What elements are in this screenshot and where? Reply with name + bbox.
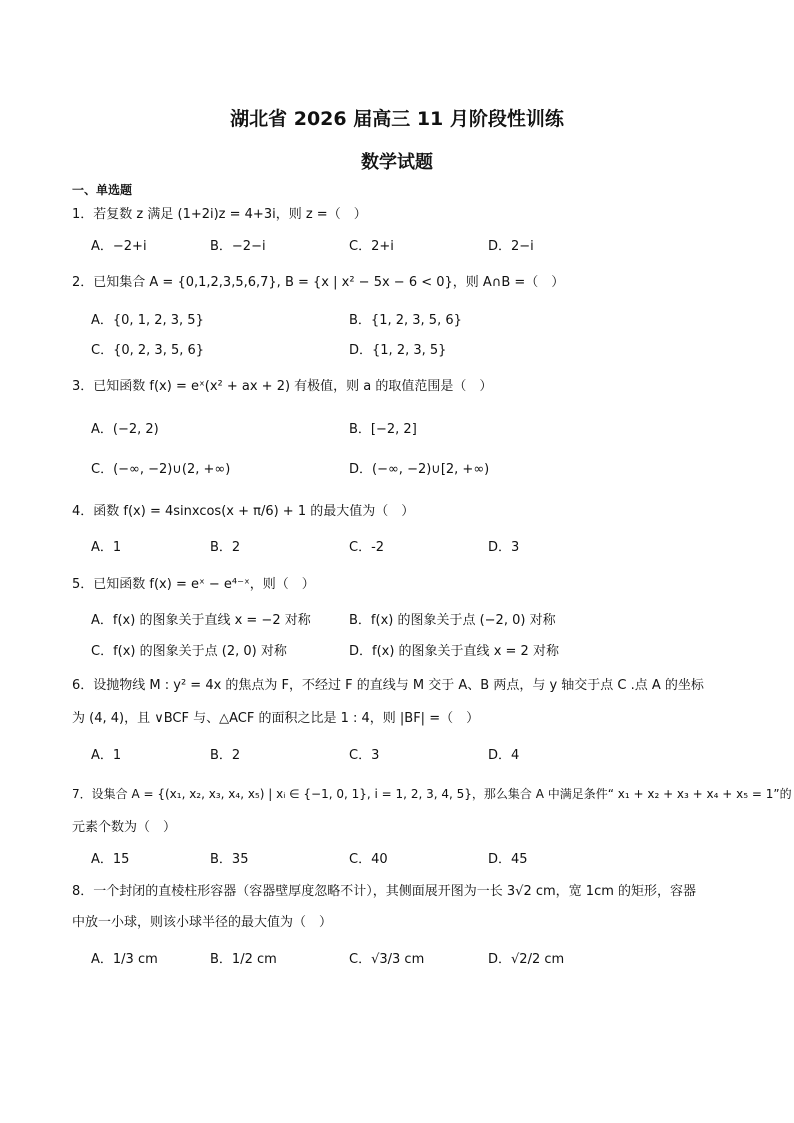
question-6-stem: 6．设抛物线 M : y² = 4x 的焦点为 F，不经过 F 的直线与 M 交于 A、B 两点，与 y 轴交于点 C .点 A 的坐标 — [72, 678, 704, 693]
section-heading: 一、单选题 — [72, 183, 133, 197]
question-3-option-c: C．(−∞, −2)∪(2, +∞) — [91, 462, 231, 477]
question-7-stem: 7．设集合 A = {(x₁, x₂, x₃, x₄, x₅) | xᵢ ∈ {−1, 0, 1}, i = 1, 2, 3, 4, 5}，那么集合 A 中满足条件“ x₁ + x₂ + x₃ + x₄ + x₅ = 1”的 — [72, 787, 792, 801]
question-2-option-a: A．{0, 1, 2, 3, 5} — [91, 313, 204, 328]
question-4-option-d: D．3 — [488, 540, 520, 555]
question-3-stem: 3．已知函数 f(x) = eˣ(x² + ax + 2) 有极值，则 a 的取值范围是（ ） — [72, 379, 493, 394]
question-2-option-d: D．{1, 2, 3, 5} — [349, 343, 447, 358]
question-1-option-c: C．2+i — [349, 239, 394, 254]
question-3-option-a: A．(−2, 2) — [91, 422, 159, 437]
question-5-stem: 5．已知函数 f(x) = eˣ − e⁴⁻ˣ，则（ ） — [72, 577, 315, 592]
exam-subtitle: 数学试题 — [361, 152, 433, 173]
question-5-option-a: A．f(x) 的图象关于直线 x = −2 对称 — [91, 613, 311, 628]
question-6-option-d: D．4 — [488, 748, 520, 763]
question-1-option-d: D．2−i — [488, 239, 534, 254]
question-1-option-b: B．−2−i — [210, 239, 266, 254]
question-4-option-c: C．-2 — [349, 540, 385, 555]
question-4-option-b: B．2 — [210, 540, 241, 555]
question-8-option-c: C．√3/3 cm — [349, 952, 425, 967]
question-7-option-a: A．15 — [91, 852, 130, 867]
question-1-stem: 1．若复数 z 满足 (1+2i)z = 4+3i，则 z =（ ） — [72, 207, 367, 222]
question-6-option-c: C．3 — [349, 748, 380, 763]
question-8-option-a: A．1/3 cm — [91, 952, 158, 967]
question-6-option-b: B．2 — [210, 748, 241, 763]
question-8-stem-continued: 中放一小球，则该小球半径的最大值为（ ） — [72, 915, 333, 930]
question-8-stem: 8．一个封闭的直棱柱形容器（容器壁厚度忽略不计），其侧面展开图为一长 3√2 cm，宽 1cm 的矩形，容器 — [72, 884, 697, 899]
question-8-option-b: B．1/2 cm — [210, 952, 277, 967]
question-8-option-d: D．√2/2 cm — [488, 952, 565, 967]
question-3-option-d: D．(−∞, −2)∪[2, +∞) — [349, 462, 490, 477]
question-5-option-d: D．f(x) 的图象关于直线 x = 2 对称 — [349, 644, 559, 659]
exam-title: 湖北省 2026 届高三 11 月阶段性训练 — [230, 108, 564, 130]
question-7-option-d: D．45 — [488, 852, 528, 867]
question-7-stem-continued: 元素个数为（ ） — [72, 820, 177, 835]
question-2-option-b: B．{1, 2, 3, 5, 6} — [349, 313, 462, 328]
question-5-option-c: C．f(x) 的图象关于点 (2, 0) 对称 — [91, 644, 287, 659]
question-7-option-b: B．35 — [210, 852, 249, 867]
question-6-stem-continued: 为 (4, 4)，且 ∨BCF 与、△ACF 的面积之比是 1 : 4，则 |BF| =（ ） — [72, 711, 480, 726]
question-3-option-b: B．[−2, 2] — [349, 422, 417, 437]
question-1-option-a: A．−2+i — [91, 239, 147, 254]
question-7-option-c: C．40 — [349, 852, 388, 867]
question-4-option-a: A．1 — [91, 540, 122, 555]
question-6-option-a: A．1 — [91, 748, 122, 763]
question-4-stem: 4．函数 f(x) = 4sinxcos(x + π/6) + 1 的最大值为（ ） — [72, 504, 415, 519]
question-5-option-b: B．f(x) 的图象关于点 (−2, 0) 对称 — [349, 613, 556, 628]
question-2-stem: 2．已知集合 A = {0,1,2,3,5,6,7}, B = {x | x² − 5x − 6 < 0}，则 A∩B =（ ） — [72, 275, 565, 290]
question-2-option-c: C．{0, 2, 3, 5, 6} — [91, 343, 205, 358]
